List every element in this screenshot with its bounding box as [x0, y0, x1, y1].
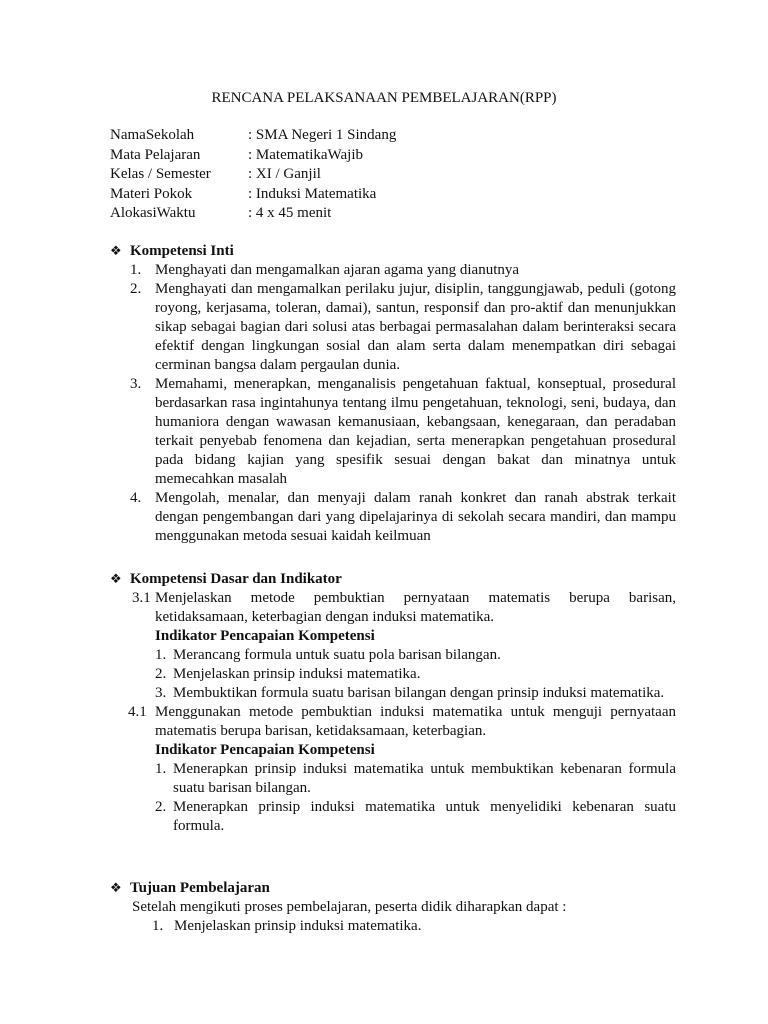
diamond-bullet-icon: ❖ [110, 571, 122, 586]
kd-item: 3.1 Menjelaskan metode pembuktian pernyataan matematis berupa barisan, ketidaksamaan, keterbagian dengan induksi matematika. [132, 590, 676, 625]
indicator-heading: Indikator Pencapaian Kompetensi [155, 742, 375, 758]
section-tujuan [110, 878, 676, 936]
list-item: 1. Menghayati dan mengamalkan ajaran agama yang dianutnya [130, 262, 520, 278]
info-label: Mata Pelajaran [110, 146, 201, 163]
info-table [110, 126, 396, 224]
section-kompetensi-dasar [110, 569, 676, 836]
diamond-bullet-icon: ❖ [110, 243, 122, 258]
info-label: Materi Pokok [110, 185, 193, 202]
list-item: 2. Menerapkan prinsip induksi matematika untuk menyelidiki kebenaran suatu formula. [155, 799, 676, 834]
list-item: 2. Menjelaskan prinsip induksi matematika. [155, 666, 421, 682]
info-value: : 4 x 45 menit [248, 205, 332, 221]
list-item: 1. Merancang formula untuk suatu pola barisan bilangan. [155, 647, 501, 663]
list-item: 3. Memahami, menerapkan, menganalisis pengetahuan faktual, konseptual, prosedural berdasarkan rasa ingintahunya tentang ilmu pengetahuan, teknologi, seni, budaya, dan humaniora dengan wawasan kemanusiaan, kebangsaan, kenegaraan, dan peradaban terkait penyebab fenomena dan kejadian, serta menerapkan pengetahuan prosedural pada bidang kajian yang spesifik sesuai dengan bakat dan minatnya untuk memecahkan masalah [130, 376, 676, 487]
info-row [110, 185, 396, 205]
list-item: 3. Membuktikan formula suatu barisan bilangan dengan prinsip induksi matematika. [155, 685, 665, 701]
list-item: 1. Menjelaskan prinsip induksi matematika. [152, 918, 422, 934]
info-row [110, 126, 396, 146]
section-heading: ❖ Tujuan Pembelajaran [110, 880, 270, 896]
info-label: NamaSekolah [110, 127, 195, 143]
info-value: : SMA Negeri 1 Sindang [248, 127, 397, 143]
tujuan-intro: Setelah mengikuti proses pembelajaran, peserta didik diharapkan dapat : [132, 899, 567, 915]
indicator-heading: Indikator Pencapaian Kompetensi [155, 628, 375, 644]
info-value: : MatematikaWajib [248, 146, 364, 163]
info-row [110, 204, 396, 224]
section-kompetensi-inti [110, 241, 676, 546]
info-value: : Induksi Matematika [248, 185, 377, 202]
info-label: AlokasiWaktu [110, 205, 196, 221]
section-heading: ❖ Kompetensi Inti [110, 243, 234, 259]
section-heading: ❖ Kompetensi Dasar dan Indikator [110, 571, 342, 587]
info-row [110, 165, 396, 185]
kd-item: 4.1 Menggunakan metode pembuktian induksi matematika untuk menguji pernyataan matematis berupa barisan, ketidaksamaan, keterbagian. [128, 704, 676, 739]
info-value: : XI / Ganjil [248, 166, 321, 182]
list-item: 1. Menerapkan prinsip induksi matematika untuk membuktikan kebenaran formula suatu barisan bilangan. [155, 761, 676, 796]
info-row [110, 146, 396, 166]
list-item: 2. Menghayati dan mengamalkan perilaku jujur, disiplin, tanggungjawab, peduli (gotong royong, kerjasama, toleran, damai), santun, responsif dan pro-aktif dan menunjukkan sikap sebagai bagian dari solusi atas berbagai permasalahan dalam berinteraksi secara efektif dengan lingkungan sosial dan alam serta dalam menempatkan diri sebagai cerminan bangsa dalam pergaulan dunia. [130, 281, 676, 373]
diamond-bullet-icon: ❖ [110, 880, 122, 895]
page-title: RENCANA PELAKSANAAN PEMBELAJARAN(RPP) [211, 90, 557, 106]
list-item: 4. Mengolah, menalar, dan menyaji dalam ranah konkret dan ranah abstrak terkait dengan pengembangan dari yang dipelajarinya di sekolah secara mandiri, dan mampu menggunakan metoda sesuai kaidah keilmuan [130, 490, 676, 544]
info-label: Kelas / Semester [110, 166, 211, 182]
